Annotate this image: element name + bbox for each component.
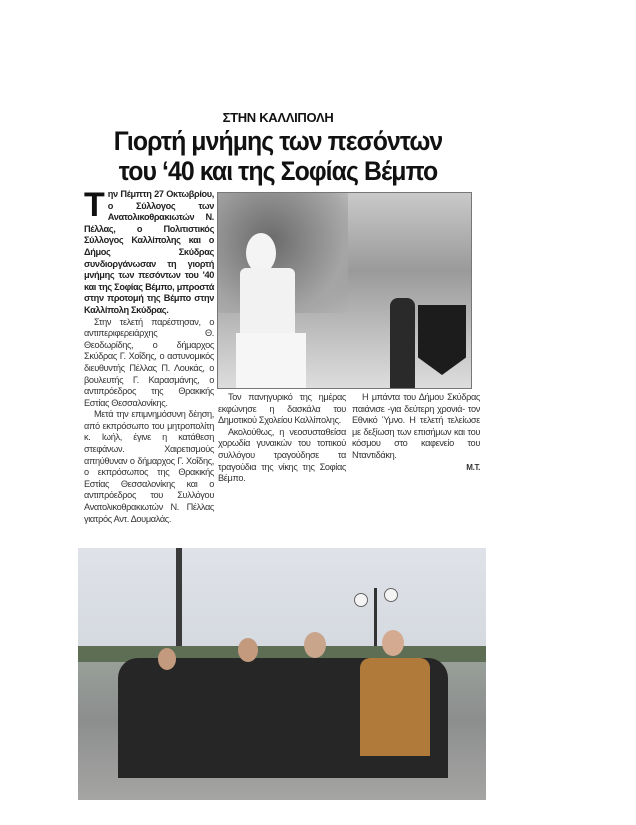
article-column-3	[352, 392, 480, 473]
kicker: ΣΤΗΝ ΚΑΛΛΙΠΟΛΗ	[222, 110, 334, 125]
article-paragraph-2: Μετά την επιμνημόσυνη δέηση, από εκπρόσωπο του μητροπολίτη κ. Ιωήλ, έγινε η κατάθεση στεφάνων. Χαιρετισμούς απηύθυναν ο δήμαρχος Γ. Χοΐδης, ο εκπρόσωπος της Θρακικής Εστίας Θεσσαλονίκης και ο αντιπρόεδρος του Συλλόγου Ανατολικοθρακιωτών Ν. Πέλλας γιατρός Αντ. Δουμαλάς.	[84, 409, 214, 524]
author-signature: Μ.Τ.	[466, 462, 480, 472]
article-column-2	[218, 392, 346, 485]
article-paragraph-5: Η μπάντα του Δήμου Σκύδρας παιάνισε -για δεύτερη χρονιά- τον Εθνικό Ύμνο. Η τελετή τελείωσε με δεξίωση των επισήμων και του κόσμου στο καφενείο του Νταντιδάκη.	[352, 392, 480, 460]
article-paragraph-1: Στην τελετή παρέστησαν, ο αντιπεριφερειάρχης Θ. Θεοδωρίδης, ο δήμαρχος Σκύδρας Γ. Χοΐδης, ο αστυνομικός διευθυντής Πέλλας Π. Λουκάς, ο βουλευτής Γ. Καρασμάνης, ο αντιπρόεδρος της Θρακικής Εστίας Θεσσαλονίκης.	[84, 316, 214, 408]
headline-line-1: Γιορτή μνήμης των πεσόντων	[113, 126, 443, 156]
drop-cap: Τ	[84, 186, 105, 224]
ceremony-photo	[78, 548, 486, 800]
article-lead: ην Πέμπτη 27 Οκτωβρίου, ο Σύλλογος των Ανατολικοθρακιωτών Ν. Πέλλας, ο Πολιτιστικός Σύλλογος Καλλίπολης και ο Δήμος Σκύδρας συνδιοργάνωσαν τη γιορτή μνήμης των πεσόντων του '40 και της Σοφίας Βέμπο, μπροστά στην προτομή της Βέμπο στην Καλλίπολη Σκύδρας.	[84, 189, 214, 315]
article-paragraph-3: Τον πανηγυρικό της ημέρας εκφώνησε η δασκάλα του Δημοτικού Σχολείου Καλλίπολης.	[218, 392, 346, 426]
article-paragraph-4: Ακολούθως, η νεοσυσταθείσα χορωδία γυναικών του τοπικού συλλόγου τραγούδησε τα τραγούδια της νίκης της Σοφίας Βέμπο.	[218, 426, 346, 484]
headline-line-2: του ‘40 και της Σοφίας Βέμπο	[118, 156, 438, 186]
monument-photo	[217, 192, 472, 389]
article-column-1	[84, 186, 214, 525]
